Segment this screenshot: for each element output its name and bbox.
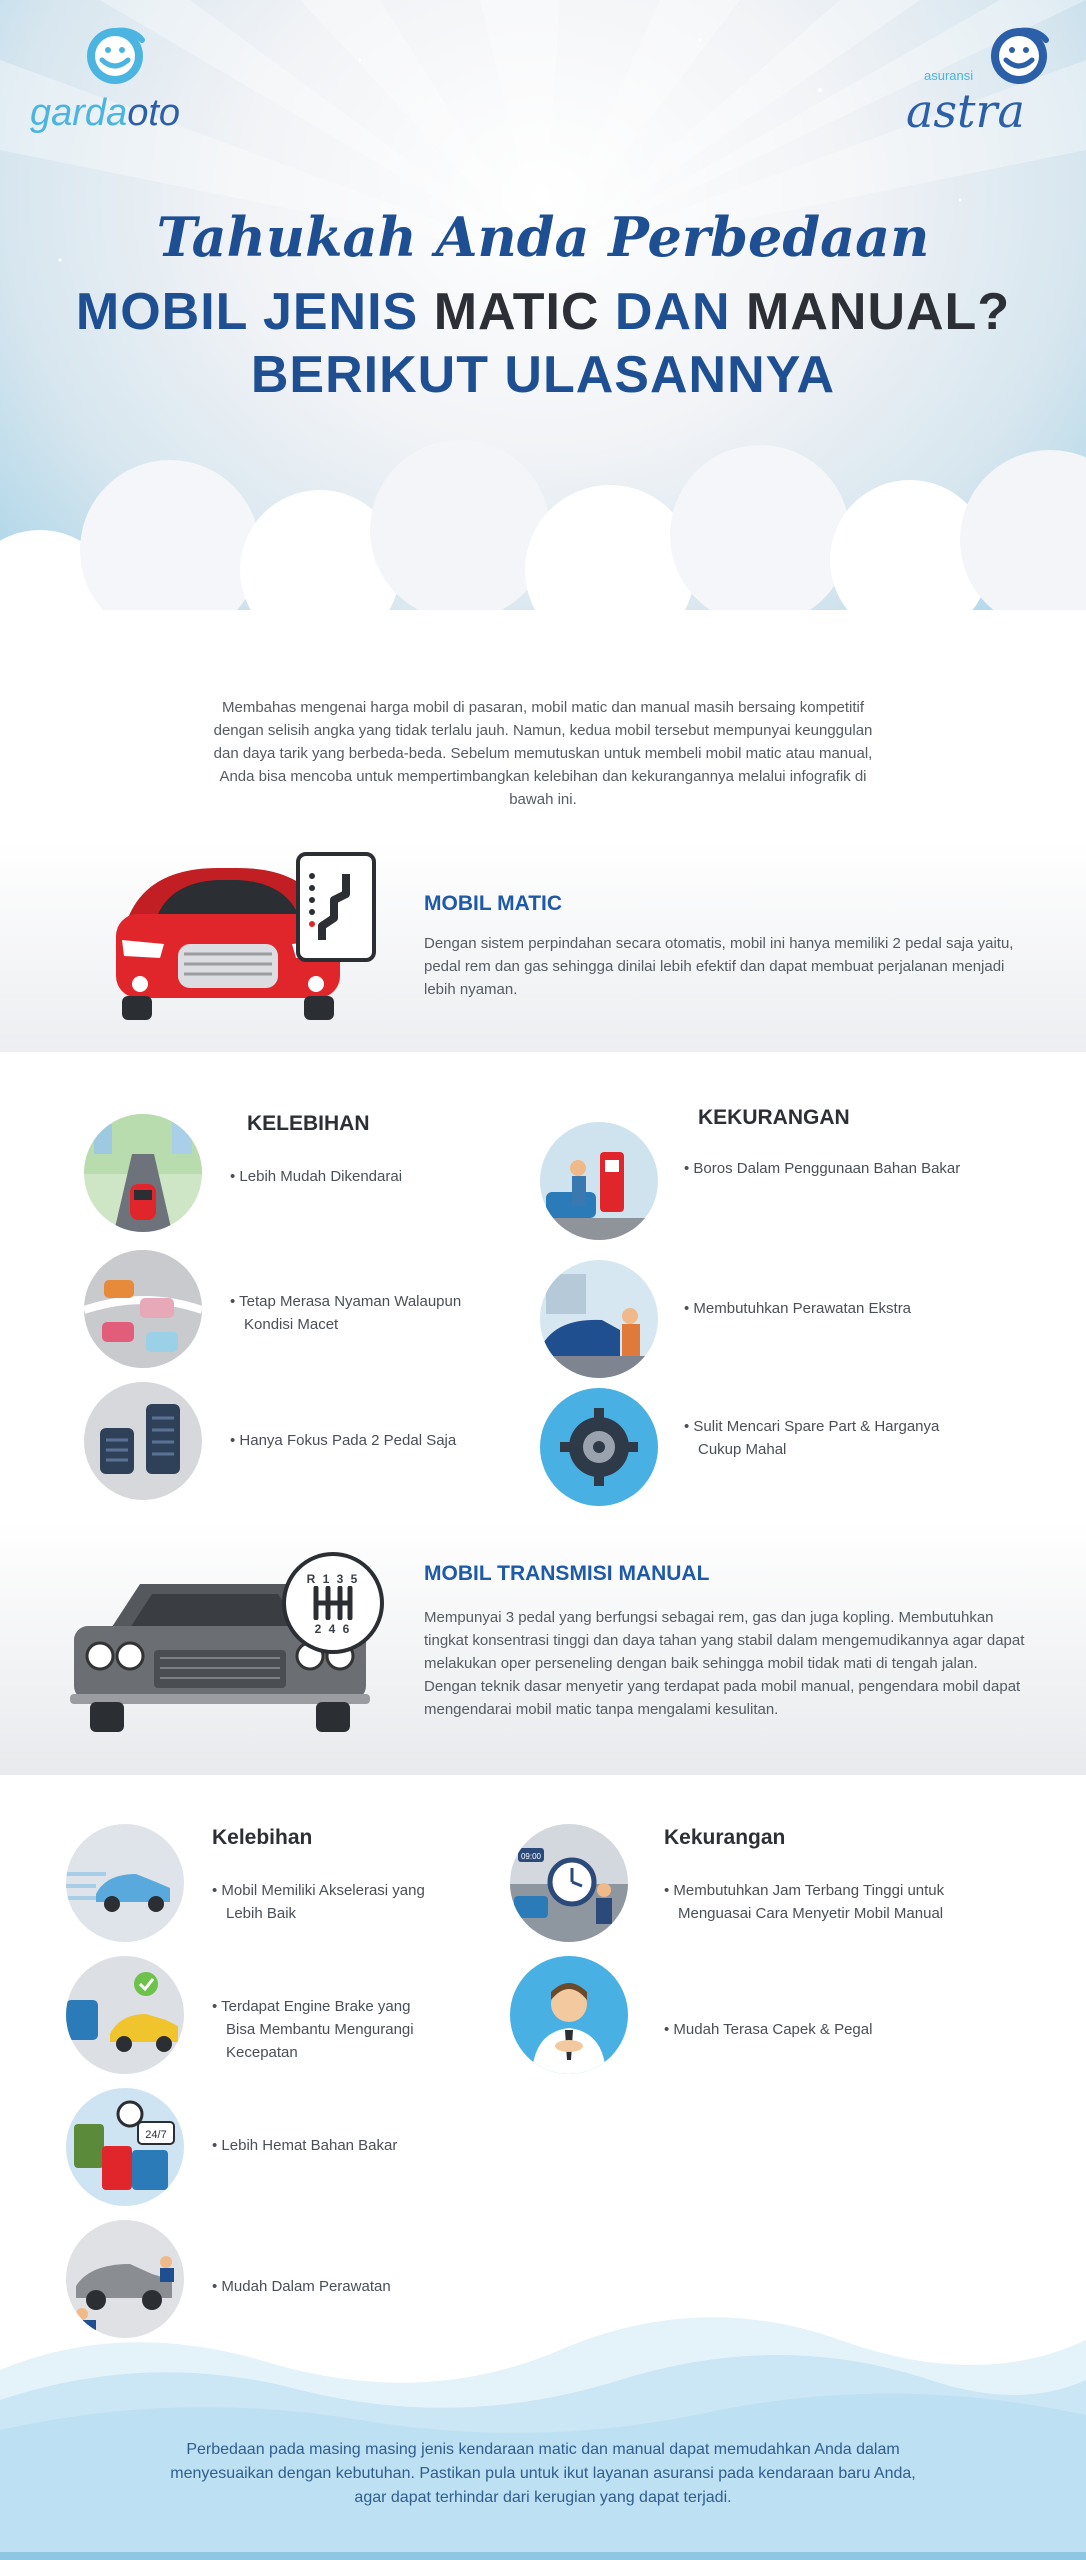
matic-title: MOBIL MATIC — [424, 892, 563, 915]
gardaoto-logo[interactable] — [30, 22, 200, 132]
matic-con-3-cont: Cukup Mahal — [698, 1441, 787, 1458]
title-subheading: BERIKUT ULASANNYA — [250, 346, 836, 404]
flight-hours-circle — [510, 1824, 628, 1942]
title-tagline: Tahukah Anda Perbedaan — [156, 205, 930, 269]
gardaoto-face-icon — [80, 22, 150, 86]
two-pedals-circle — [84, 1382, 202, 1500]
bottom-bar — [0, 2552, 1086, 2560]
tired-person-icon — [510, 1956, 628, 2074]
manual-pro-1: • Mobil Memiliki Akselerasi yang — [212, 1882, 425, 1899]
clock-time-label: 09:00 — [520, 1852, 542, 1861]
manual-pro-2-cont2: Kecepatan — [226, 2044, 298, 2061]
easy-drive-circle — [84, 1114, 202, 1232]
fuel-station-circle — [540, 1122, 658, 1240]
service-sign-label: 24/7 — [145, 2129, 167, 2141]
matic-pros-heading: KELEBIHAN — [247, 1112, 370, 1135]
manual-shifter-knob — [282, 1552, 384, 1654]
manual-pros-heading: Kelebihan — [212, 1826, 313, 1849]
gear-parts-icon — [540, 1388, 658, 1506]
matic-con-3: • Sulit Mencari Spare Part & Harganya — [684, 1418, 940, 1435]
manual-pro-1-cont: Lebih Baik — [226, 1905, 297, 1922]
manual-pro-2-cont: Bisa Membantu Mengurangi — [226, 2021, 414, 2038]
manual-con-1-cont: Menguasai Cara Menyetir Mobil Manual — [678, 1905, 944, 1922]
manual-pro-4: • Mudah Dalam Perawatan — [212, 2278, 391, 2295]
matic-con-1: • Boros Dalam Penggunaan Bahan Bakar — [684, 1160, 961, 1177]
shifter-top-labels: R 1 3 5 — [306, 1572, 360, 1586]
matic-con-2: • Membutuhkan Perawatan Ekstra — [684, 1300, 912, 1317]
matic-description: Dengan sistem perpindahan secara otomatis, mobil ini hanya memiliki 2 pedal saja yaitu, pedal rem dan gas sehingga dinilai lebih efektif dan dapat membuat perjalanan menjadi lebih nyaman. — [424, 935, 1014, 998]
spare-parts-circle — [540, 1388, 658, 1506]
title-main: MOBIL JENIS MATIC DAN MANUAL? — [75, 283, 1011, 341]
astra-subtitle: asuransi — [924, 68, 974, 83]
hero-header — [0, 0, 1086, 650]
engine-brake-circle — [66, 1956, 184, 2074]
acceleration-circle — [66, 1824, 184, 1942]
manual-pro-3: • Lebih Hemat Bahan Bakar — [212, 2137, 398, 2154]
waves-decoration — [0, 2280, 1086, 2560]
h-pattern-icon — [310, 1586, 356, 1620]
manual-title: MOBIL TRANSMISI MANUAL — [424, 1562, 710, 1585]
matic-pro-3: • Hanya Fokus Pada 2 Pedal Saja — [230, 1432, 457, 1449]
traffic-jam-circle — [84, 1250, 202, 1368]
brake-cars-icon — [66, 1956, 184, 2074]
astra-face-icon — [984, 22, 1054, 86]
astra-wordmark: astra — [906, 84, 1025, 138]
clouds-decoration — [0, 420, 1086, 650]
mechanic-icon — [540, 1260, 658, 1378]
manual-pro-2: • Terdapat Engine Brake yang — [212, 1998, 411, 2015]
matic-pro-1: • Lebih Mudah Dikendarai — [230, 1168, 403, 1185]
footer-paragraph: Perbedaan pada masing masing jenis kendaraan matic dan manual dapat memudahkan Anda dalam menyesuaikan dengan kebutuhan. Pastikan pula untuk ikut layanan asuransi pada kendaraan baru Anda, agar dapat terhindar dari kerugian yang dapat terjadi. — [170, 2441, 916, 2506]
gardaoto-wordmark: gardaoto — [30, 92, 181, 134]
fuel-efficient-circle — [66, 2088, 184, 2206]
pedals-icon — [84, 1382, 202, 1500]
manual-con-2: • Mudah Terasa Capek & Pegal — [664, 2021, 873, 2038]
road-car-icon — [84, 1114, 202, 1232]
speeding-car-icon — [66, 1824, 184, 1942]
shifter-bottom-labels: 2 4 6 — [314, 1622, 352, 1636]
maintenance-circle — [540, 1260, 658, 1378]
auto-gear-path-icon — [300, 856, 372, 956]
traffic-jam-icon — [84, 1250, 202, 1368]
matic-pro-2-cont: Kondisi Macet — [244, 1316, 339, 1333]
manual-description: Mempunyai 3 pedal yang berfungsi sebagai rem, gas dan juga kopling. Membutuhkan tingkat konsentrasi tinggi dan daya tahan yang stabil dalam mengemudikannya agar dapat melakukan oper perseneling dengan baik sehingga mobil tidak mati di tengah jalan. Dengan teknik dasar menyetir yang terdapat pada mobil manual, pengendara mobil dapat mengendarai mobil matic tanpa mengalami kesulitan. — [424, 1609, 1025, 1718]
intro-paragraph: Membahas mengenai harga mobil di pasaran, mobil matic dan manual masih bersaing kompetitif dengan selisih angka yang tidak terlalu jauh. Namun, kedua mobil tersebut mempunyai keunggulan dan daya tarik yang berbeda-beda. Sebelum memutuskan untuk membeli mobil matic atau manual, Anda bisa mencoba untuk mempertimbangkan kelebihan dan kekurangannya melalui infografik di bawah ini. — [213, 699, 873, 808]
asuransi-astra-logo[interactable] — [906, 22, 1056, 138]
fuel-can-icon — [66, 2088, 184, 2206]
manual-con-1: • Membutuhkan Jam Terbang Tinggi untuk — [664, 1882, 945, 1899]
tired-driver-circle — [510, 1956, 628, 2074]
manual-cons-heading: Kekurangan — [664, 1826, 786, 1849]
matic-cons-heading: KEKURANGAN — [698, 1106, 850, 1129]
matic-pro-2: • Tetap Merasa Nyaman Walaupun — [230, 1293, 462, 1310]
clock-traffic-icon — [510, 1824, 628, 1942]
gas-pump-icon — [540, 1122, 658, 1240]
automatic-gear-panel — [296, 852, 376, 962]
